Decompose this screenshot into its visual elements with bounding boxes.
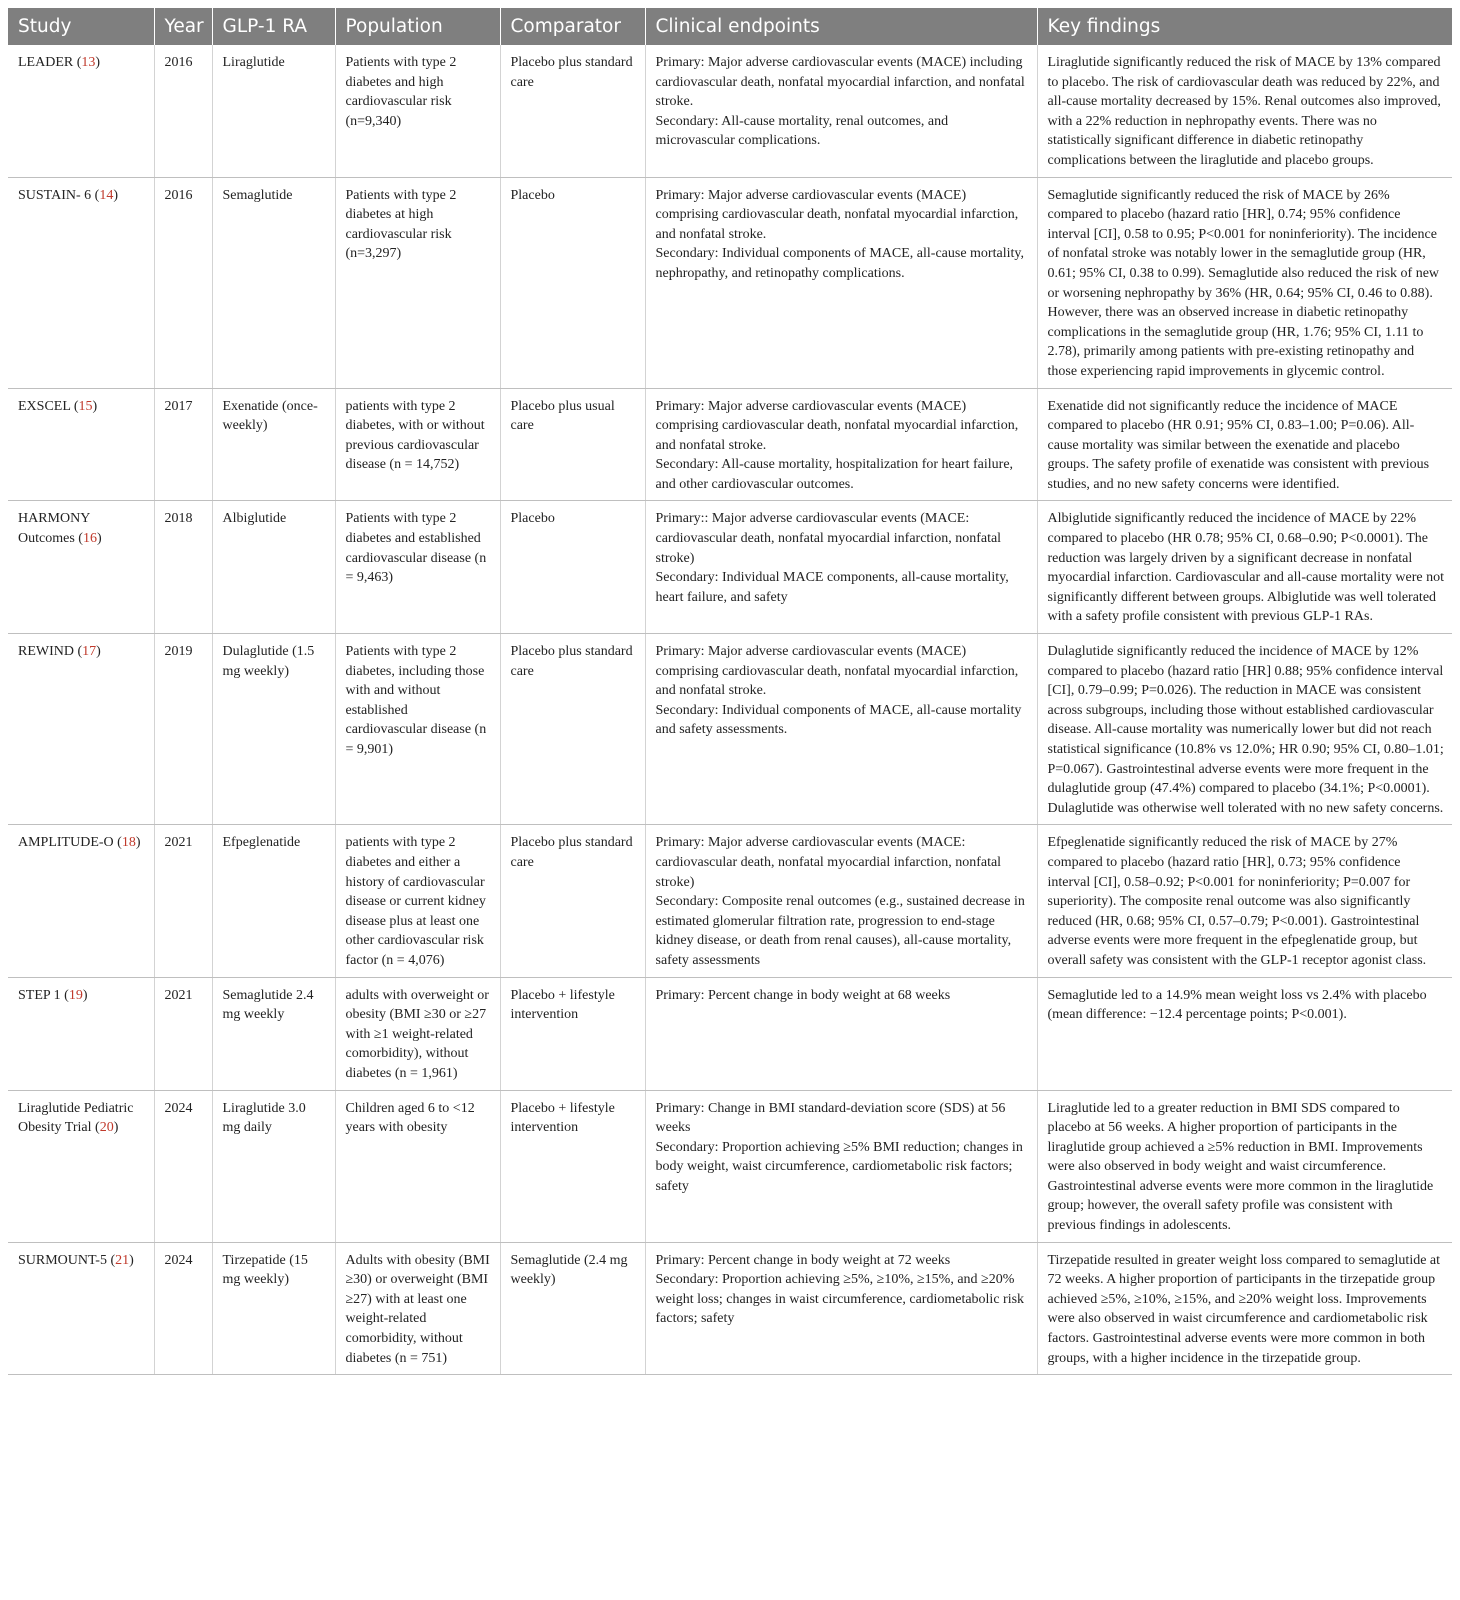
study-name: AMPLITUDE-O	[18, 835, 114, 851]
reference-link[interactable]: 17	[82, 644, 97, 660]
reference-link[interactable]: 21	[115, 1252, 130, 1268]
cell-drug: Dulaglutide (1.5 mg weekly)	[212, 634, 335, 825]
cell-year: 2016	[154, 45, 212, 177]
cell-comparator: Placebo plus usual care	[500, 388, 645, 501]
study-name: LEADER	[18, 55, 74, 70]
header-row	[8, 8, 1452, 45]
cell-endpoints	[645, 977, 1037, 1090]
cell-findings: Semaglutide led to a 14.9% mean weight loss vs 2.4% with placebo (mean difference: −12.4 percentage points; P<0.001).	[1037, 977, 1452, 1090]
study-name: STEP 1	[18, 987, 61, 1003]
cell-findings: Exenatide did not significantly reduce the incidence of MACE compared to placebo (HR 0.91; 95% CI, 0.83–1.00; P=0.06). All-cause mortality was similar between the exenatide and placebo groups. The safety profile of exenatide was consistent with previous studies, and no new safety concerns were identified.	[1037, 388, 1452, 501]
cell-drug: Liraglutide	[212, 45, 335, 177]
cell-study: SUSTAIN- 6 (14)	[8, 177, 154, 388]
cell-comparator: Semaglutide (2.4 mg weekly)	[500, 1242, 645, 1375]
cell-endpoints	[645, 388, 1037, 501]
cell-drug: Liraglutide 3.0 mg daily	[212, 1090, 335, 1242]
cell-endpoints	[645, 45, 1037, 177]
cell-population: Patients with type 2 diabetes at high cardiovascular risk (n=3,297)	[335, 177, 500, 388]
cell-endpoints	[645, 501, 1037, 634]
cell-findings: Semaglutide significantly reduced the risk of MACE by 26% compared to placebo (hazard ratio [HR], 0.74; 95% confidence interval [CI], 0.58 to 0.95; P<0.001 for noninferiority). The incidence of nonfatal stroke was notably lower in the semaglutide group (HR, 0.61; 95% CI, 0.38 to 0.99). Semaglutide also reduced the risk of new or worsening nephropathy by 36% (HR, 0.64; 95% CI, 0.46 to 0.88). However, there was an observed increase in diabetic retinopathy complications in the semaglutide group (HR, 1.76; 95% CI, 1.11 to 2.78), primarily among patients with pre-existing retinopathy and those experiencing rapid improvements in glycemic control.	[1037, 177, 1452, 388]
cell-year: 2016	[154, 177, 212, 388]
cell-study: REWIND (17)	[8, 634, 154, 825]
cell-year: 2024	[154, 1242, 212, 1375]
cell-study: HARMONY Outcomes (16)	[8, 501, 154, 634]
table-row	[8, 1090, 1452, 1242]
cell-findings: Efpeglenatide significantly reduced the risk of MACE by 27% compared to placebo (hazard ratio [HR], 0.73; 95% confidence interval [CI], 0.58–0.92; P<0.001 for noninferiority; P=0.007 for superiority). The composite renal outcome was also significantly reduced (HR, 0.68; 95% CI, 0.57–0.79; P<0.001). Gastrointestinal adverse events were more frequent in the efpeglenatide group, but overall safety was consistent with the GLP-1 receptor agonist class.	[1037, 825, 1452, 977]
cell-comparator: Placebo plus standard care	[500, 825, 645, 977]
cell-study: LEADER (13)	[8, 45, 154, 177]
study-name: Liraglutide Pediatric Obesity Trial	[18, 1100, 134, 1136]
cell-population: Patients with type 2 diabetes and established cardiovascular disease (n = 9,463)	[335, 501, 500, 634]
cell-study: EXSCEL (15)	[8, 388, 154, 501]
cell-population: Patients with type 2 diabetes, including those with and without established cardiovascular disease (n = 9,901)	[335, 634, 500, 825]
cell-population: patients with type 2 diabetes, with or without previous cardiovascular disease (n = 14,752)	[335, 388, 500, 501]
cell-drug: Semaglutide 2.4 mg weekly	[212, 977, 335, 1090]
table-row	[8, 825, 1452, 977]
cell-endpoints	[645, 634, 1037, 825]
cell-population: Patients with type 2 diabetes and high cardiovascular risk (n=9,340)	[335, 45, 500, 177]
endpoint-line: Primary: Percent change in body weight at 72 weeks	[655, 1252, 951, 1268]
study-name: SUSTAIN- 6	[18, 187, 92, 203]
endpoint-line: Primary: Major adverse cardiovascular events (MACE: cardiovascular death, nonfatal myocardial infarction, nonfatal stroke)	[655, 835, 1002, 890]
endpoint-line: Secondary: Composite renal outcomes (e.g., sustained decrease in estimated glomerular filtration rate, progression to end-stage kidney disease, or death from renal causes), all-cause mortality, safety assessments	[655, 894, 1025, 968]
header-drug: GLP-1 RA	[212, 8, 335, 45]
cell-drug: Tirzepatide (15 mg weekly)	[212, 1242, 335, 1375]
cell-comparator: Placebo	[500, 177, 645, 388]
reference-link[interactable]: 13	[81, 55, 96, 70]
cell-population: patients with type 2 diabetes and either a history of cardiovascular disease or current kidney disease plus at least one other cardiovascular risk factor (n = 4,076)	[335, 825, 500, 977]
reference-link[interactable]: 16	[82, 531, 97, 547]
cell-findings: Liraglutide led to a greater reduction in BMI SDS compared to placebo at 56 weeks. A higher proportion of participants in the liraglutide group achieved a ≥5% reduction in BMI. Improvements were also observed in body weight and waist circumference. Gastrointestinal adverse events were more common in the liraglutide group; however, the overall safety profile was consistent with previous findings in adolescents.	[1037, 1090, 1452, 1242]
cell-study: SURMOUNT-5 (21)	[8, 1242, 154, 1375]
cell-year: 2019	[154, 634, 212, 825]
endpoint-line: Secondary: All-cause mortality, renal outcomes, and microvascular complications.	[655, 113, 949, 149]
cell-drug: Exenatide (once-weekly)	[212, 388, 335, 501]
cell-comparator: Placebo plus standard care	[500, 634, 645, 825]
endpoint-line: Secondary: Individual MACE components, all-cause mortality, heart failure, and safety	[655, 570, 1009, 605]
glp1-trials-table	[8, 8, 1452, 1375]
endpoint-line: Secondary: Proportion achieving ≥5%, ≥10%, ≥15%, and ≥20% weight loss; changes in waist circumference, cardiometabolic risk factors; safety	[655, 1272, 1025, 1327]
study-name: EXSCEL	[18, 398, 71, 414]
reference-link[interactable]: 14	[99, 187, 114, 203]
table-container	[8, 8, 1452, 1375]
endpoint-line: Primary: Major adverse cardiovascular events (MACE) including cardiovascular death, nonfatal myocardial infarction, and nonfatal stroke.	[655, 55, 1025, 110]
cell-comparator: Placebo plus standard care	[500, 45, 645, 177]
endpoint-line: Primary: Major adverse cardiovascular events (MACE) comprising cardiovascular death, nonfatal myocardial infarction, and nonfatal stroke.	[655, 644, 1019, 699]
header-endpoints: Clinical endpoints	[645, 8, 1037, 45]
table-row	[8, 45, 1452, 177]
cell-drug: Semaglutide	[212, 177, 335, 388]
cell-endpoints	[645, 1090, 1037, 1242]
cell-year: 2017	[154, 388, 212, 501]
endpoint-line: Secondary: Individual components of MACE, all-cause mortality, nephropathy, and retinopathy complications.	[655, 246, 1024, 281]
table-row	[8, 177, 1452, 388]
cell-drug: Efpeglenatide	[212, 825, 335, 977]
study-name: SURMOUNT-5	[18, 1252, 107, 1268]
cell-year: 2018	[154, 501, 212, 634]
endpoint-line: Secondary: Proportion achieving ≥5% BMI reduction; changes in body weight, waist circumference, cardiometabolic risk factors; safety	[655, 1139, 1023, 1194]
study-name: HARMONY Outcomes	[18, 511, 90, 547]
cell-endpoints	[645, 1242, 1037, 1375]
endpoint-line: Primary: Change in BMI standard-deviation score (SDS) at 56 weeks	[655, 1100, 1006, 1136]
cell-findings: Dulaglutide significantly reduced the incidence of MACE by 12% compared to placebo (hazard ratio [HR] 0.88; 95% confidence interval [CI], 0.79–0.99; P=0.026). The reduction in MACE was consistent across subgroups, including those without established cardiovascular disease. All-cause mortality was numerically lower but did not reach statistical significance (10.8% vs 12.0%; HR 0.90; 95% CI, 0.80–1.01; P=0.067). Gastrointestinal adverse events were more frequent in the dulaglutide group (47.4%) compared to placebo (34.1%; P<0.0001). Dulaglutide was otherwise well tolerated with no new safety concerns.	[1037, 634, 1452, 825]
table-row	[8, 388, 1452, 501]
header-year: Year	[154, 8, 212, 45]
table-row	[8, 501, 1452, 634]
cell-endpoints	[645, 177, 1037, 388]
reference-link[interactable]: 15	[78, 398, 93, 414]
cell-population: adults with overweight or obesity (BMI ≥30 or ≥27 with ≥1 weight-related comorbidity), without diabetes (n = 1,961)	[335, 977, 500, 1090]
table-row	[8, 977, 1452, 1090]
cell-study: STEP 1 (19)	[8, 977, 154, 1090]
header-population: Population	[335, 8, 500, 45]
cell-drug: Albiglutide	[212, 501, 335, 634]
table-row	[8, 1242, 1452, 1375]
cell-comparator: Placebo + lifestyle intervention	[500, 977, 645, 1090]
study-name: REWIND	[18, 644, 74, 660]
cell-year: 2024	[154, 1090, 212, 1242]
cell-population: Adults with obesity (BMI ≥30) or overweight (BMI ≥27) with at least one weight-related comorbidity, without diabetes (n = 751)	[335, 1242, 500, 1375]
endpoint-line: Primary:: Major adverse cardiovascular events (MACE: cardiovascular death, nonfatal myocardial infarction, nonfatal stroke)	[655, 511, 1002, 566]
endpoint-line: Primary: Major adverse cardiovascular events (MACE) comprising cardiovascular death, nonfatal myocardial infarction, and nonfatal stroke.	[655, 187, 1019, 242]
cell-year: 2021	[154, 977, 212, 1090]
endpoint-line: Primary: Percent change in body weight at 68 weeks	[655, 987, 951, 1003]
table-row	[8, 634, 1452, 825]
cell-comparator: Placebo + lifestyle intervention	[500, 1090, 645, 1242]
reference-link[interactable]: 19	[68, 987, 83, 1003]
reference-link[interactable]: 18	[121, 835, 136, 851]
reference-link[interactable]: 20	[99, 1120, 114, 1136]
table-body	[8, 45, 1452, 1375]
cell-findings: Tirzepatide resulted in greater weight loss compared to semaglutide at 72 weeks. A higher proportion of participants in the tirzepatide group achieved ≥5%, ≥10%, ≥15%, and ≥20% weight loss. Improvements were also observed in waist circumference and cardiometabolic risk factors. Gastrointestinal adverse events were more common in both groups, with a higher incidence in the tirzepatide group.	[1037, 1242, 1452, 1375]
cell-findings: Albiglutide significantly reduced the incidence of MACE by 22% compared to placebo (HR 0.78; 95% CI, 0.68–0.90; P<0.0001). The reduction was largely driven by a significant decrease in nonfatal myocardial infarction. Cardiovascular and all-cause mortality were not significantly different between groups. Albiglutide was well tolerated with a safety profile consistent with previous GLP-1 RAs.	[1037, 501, 1452, 634]
cell-study: Liraglutide Pediatric Obesity Trial (20)	[8, 1090, 154, 1242]
cell-comparator: Placebo	[500, 501, 645, 634]
header-study: Study	[8, 8, 154, 45]
cell-population: Children aged 6 to <12 years with obesity	[335, 1090, 500, 1242]
cell-findings: Liraglutide significantly reduced the risk of MACE by 13% compared to placebo. The risk of cardiovascular death was reduced by 22%, and all-cause mortality decreased by 15%. Renal outcomes also improved, with a 22% reduction in nephropathy events. There was no statistically significant difference in diabetic retinopathy complications between the liraglutide and placebo groups.	[1037, 45, 1452, 177]
endpoint-line: Secondary: All-cause mortality, hospitalization for heart failure, and other cardiovascular outcomes.	[655, 457, 1014, 492]
cell-study: AMPLITUDE-O (18)	[8, 825, 154, 977]
cell-year: 2021	[154, 825, 212, 977]
endpoint-line: Secondary: Individual components of MACE, all-cause mortality and safety assessments.	[655, 702, 1022, 738]
header-comparator: Comparator	[500, 8, 645, 45]
endpoint-line: Primary: Major adverse cardiovascular events (MACE) comprising cardiovascular death, nonfatal myocardial infarction, and nonfatal stroke.	[655, 398, 1019, 453]
cell-endpoints	[645, 825, 1037, 977]
header-findings: Key findings	[1037, 8, 1452, 45]
